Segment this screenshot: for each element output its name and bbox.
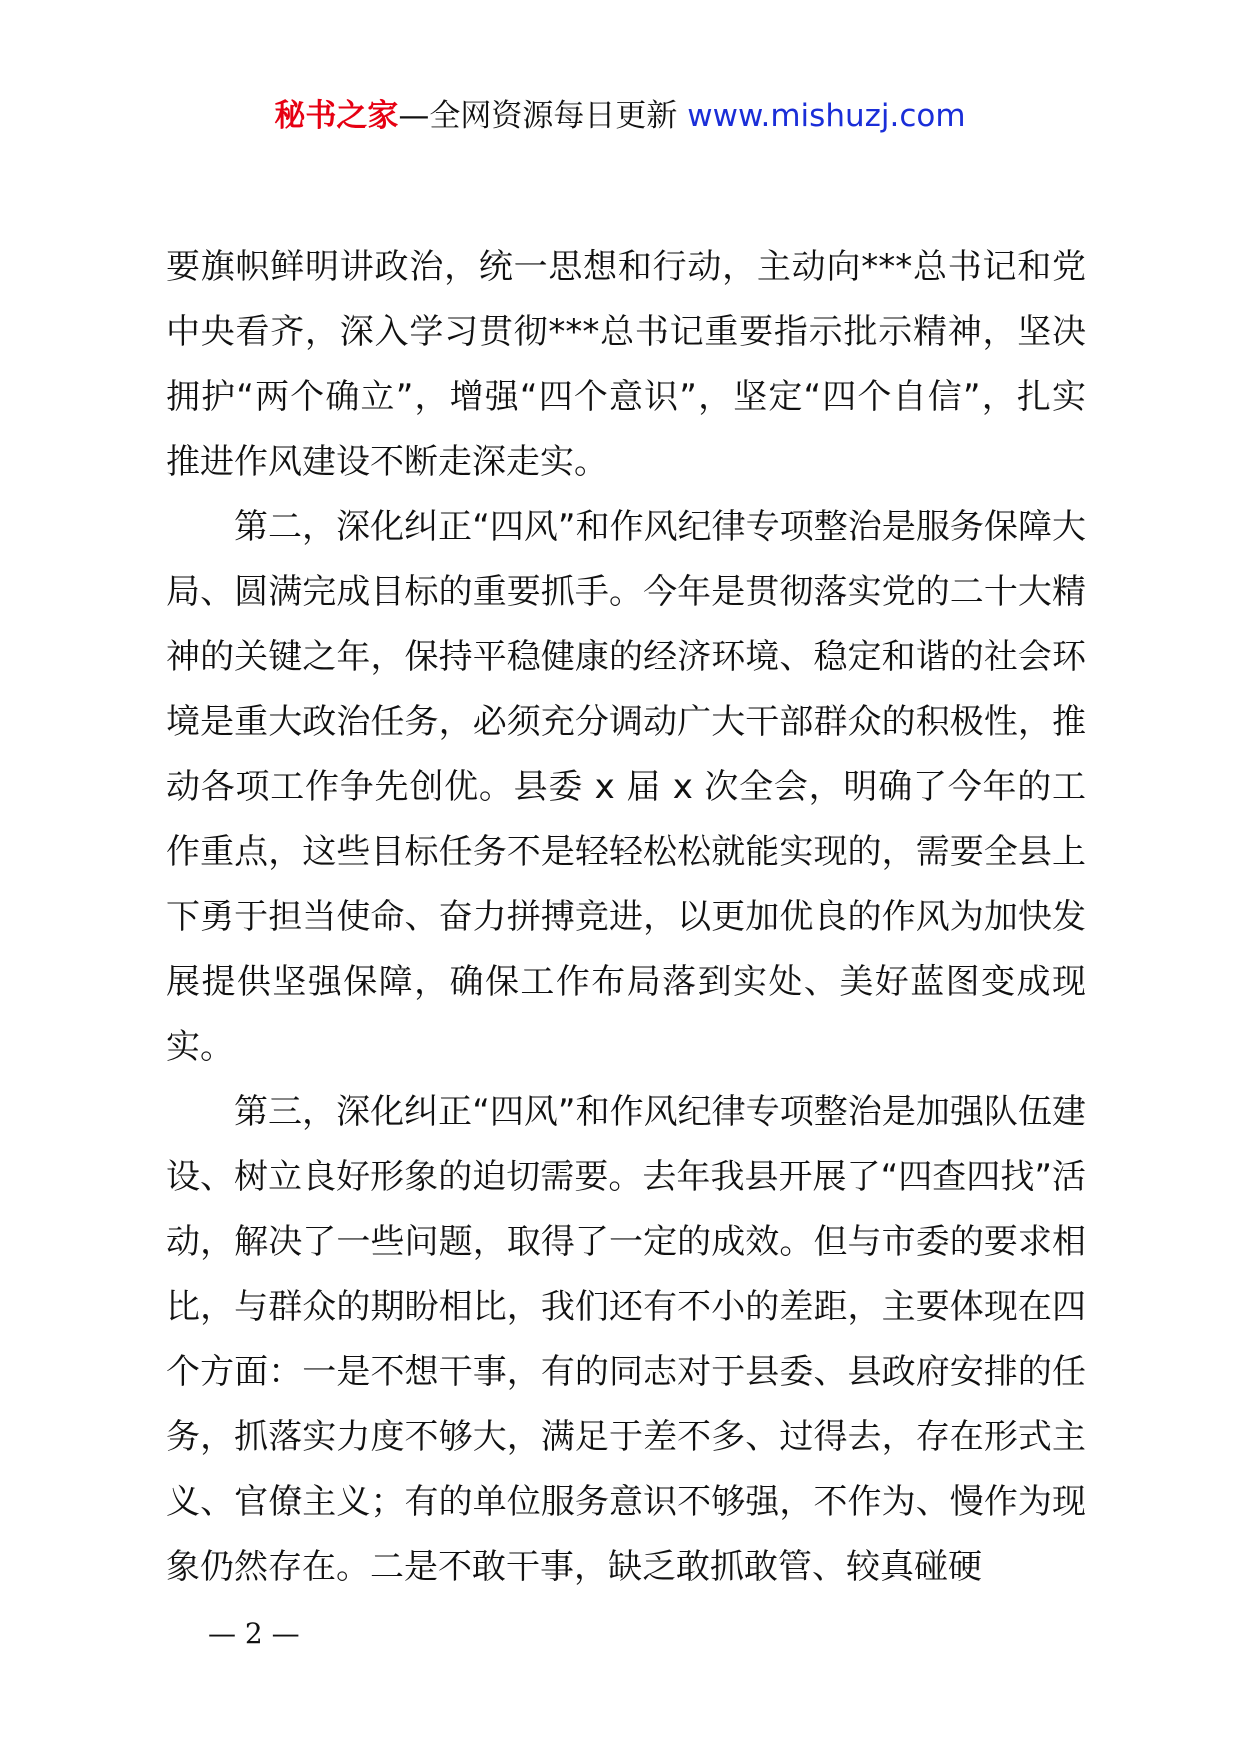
paragraph-second-point: 第二，深化纠正“四风”和作风纪律专项整治是服务保障大局、圆满完成目标的重要抓手。今年是贯彻落实党的二十大精神的关键之年，保持平稳健康的经济环境、稳定和谐的社会环境是重大政治任务，必须充分调动广大干部群众的积极性，推动各项工作争先创优。县委 x 届 x 次全会，明确了今年的工作重点，这些目标任务不是轻轻松松就能实现的，需要全县上下勇于担当使命、奋力拼搏竞进，以更加优良的作风为加快发展提供坚强保障，确保工作布局落到实处、美好蓝图变成现实。 [166, 507, 1086, 1067]
paragraph-continuation: 要旗帜鲜明讲政治，统一思想和行动，主动向***总书记和党中央看齐，深入学习贯彻***总书记重要指示批示精神，坚决拥护“两个确立”，增强“四个意识”，坚定“四个自信”，扎实推进作风建设不断走深走实。 [166, 247, 1086, 482]
paragraph-third-point: 第三，深化纠正“四风”和作风纪律专项整治是加强队伍建设、树立良好形象的迫切需要。去年我县开展了“四查四找”活动，解决了一些问题，取得了一定的成效。但与市委的要求相比，与群众的期盼相比，我们还有不小的差距，主要体现在四个方面：一是不想干事，有的同志对于县委、县政府安排的任务，抓落实力度不够大，满足于差不多、过得去，存在形式主义、官僚主义；有的单位服务意识不够强，不作为、慢作为现象仍然存在。二是不敢干事，缺乏敢抓敢管、较真碰硬 [166, 1092, 1086, 1587]
document-body [166, 235, 1086, 1600]
header-tagline: —全网资源每日更新 [398, 98, 678, 134]
page-number: — 2 — [208, 1617, 300, 1650]
site-header [0, 96, 1240, 136]
brand-name: 秘书之家 [274, 98, 399, 134]
site-url-link[interactable]: www.mishuzj.com [687, 98, 966, 134]
